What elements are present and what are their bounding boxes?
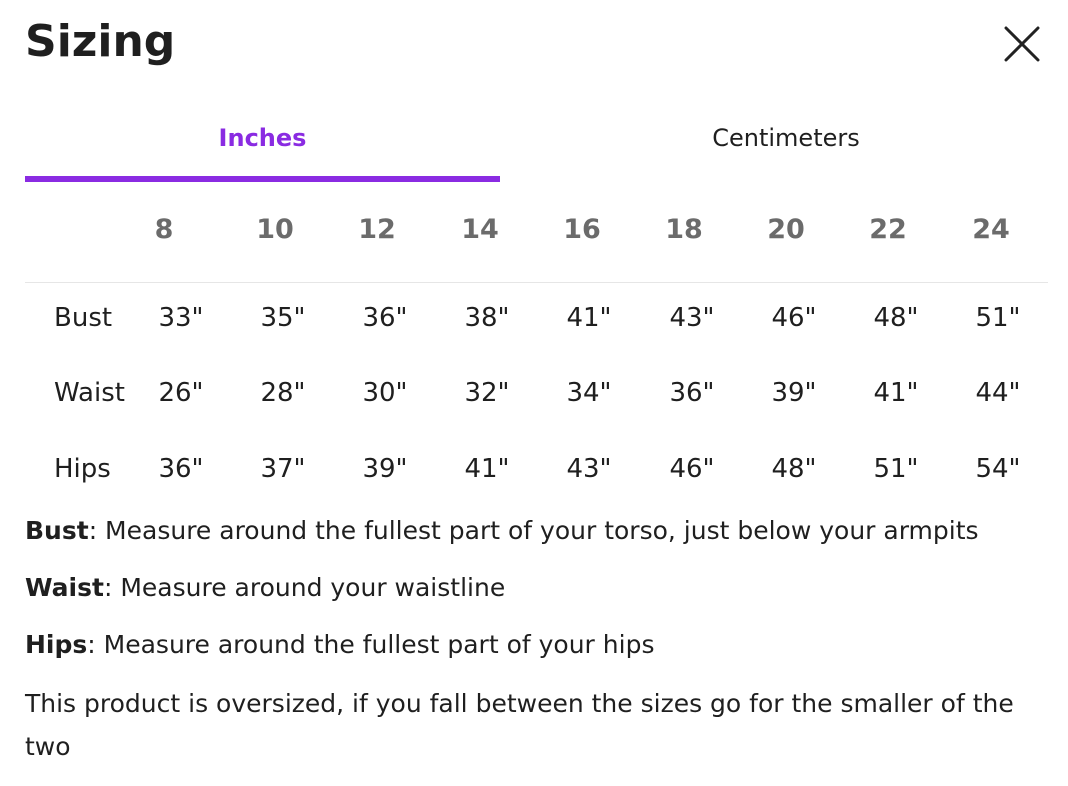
table-cell: 48" [873,303,919,333]
table-cell: 41" [464,454,510,484]
tab-inches[interactable]: Inches [25,112,500,182]
table-cell: 35" [260,303,306,333]
note-term: Hips [25,630,88,659]
tab-centimeters[interactable]: Centimeters [712,124,860,152]
note-text: : Measure around the fullest part of your hips [87,630,655,659]
size-header: 18 [665,214,703,245]
table-cell: 48" [771,454,817,484]
table-cell: 44" [975,378,1021,408]
table-cell: 30" [362,378,408,408]
table-cell: 41" [566,303,612,333]
table-cell: 46" [771,303,817,333]
table-cell: 41" [873,378,919,408]
table-cell: 36" [362,303,408,333]
table-cell: 37" [260,454,306,484]
table-cell: 26" [158,378,204,408]
table-cell: 34" [566,378,612,408]
table-cell: 54" [975,454,1021,484]
note-term: Bust [25,516,89,545]
unit-tabs [25,112,1023,182]
table-cell: 51" [873,454,919,484]
size-header: 22 [869,214,907,245]
table-cell: 36" [669,378,715,408]
size-header: 14 [461,214,499,245]
table-cell: 38" [464,303,510,333]
size-header: 24 [972,214,1010,245]
table-cell: 46" [669,454,715,484]
close-icon [1000,22,1044,66]
table-cell: 39" [362,454,408,484]
size-header-row [25,196,1048,283]
table-cell: 39" [771,378,817,408]
note-term: Waist [25,573,104,602]
table-cell: 33" [158,303,204,333]
note-text: : Measure around your waistline [103,573,506,602]
measurement-notes [25,511,1050,785]
row-label: Hips [54,454,111,484]
modal-title: Sizing [25,16,176,67]
size-table [25,196,1048,511]
close-button[interactable] [1000,22,1044,66]
table-row-hips [25,435,1048,511]
table-cell: 51" [975,303,1021,333]
row-label: Bust [54,303,113,333]
note-waist [25,568,1050,608]
table-cell: 36" [158,454,204,484]
oversize-disclaimer: This product is oversized, if you fall between the sizes go for the smaller of the two [25,689,1014,761]
table-cell: 28" [260,378,306,408]
row-label: Waist [54,378,125,408]
table-row-bust [25,283,1048,359]
note-bust [25,511,1050,551]
note-text: : Measure around the fullest part of your torso, just below your armpits [88,516,979,545]
size-header: 16 [563,214,601,245]
size-header: 12 [358,214,396,245]
table-cell: 32" [464,378,510,408]
table-row-waist [25,359,1048,435]
note-hips [25,625,1050,665]
size-header: 20 [767,214,805,245]
size-header: 8 [154,214,174,245]
table-cell: 43" [669,303,715,333]
table-cell: 43" [566,454,612,484]
size-header: 10 [256,214,294,245]
